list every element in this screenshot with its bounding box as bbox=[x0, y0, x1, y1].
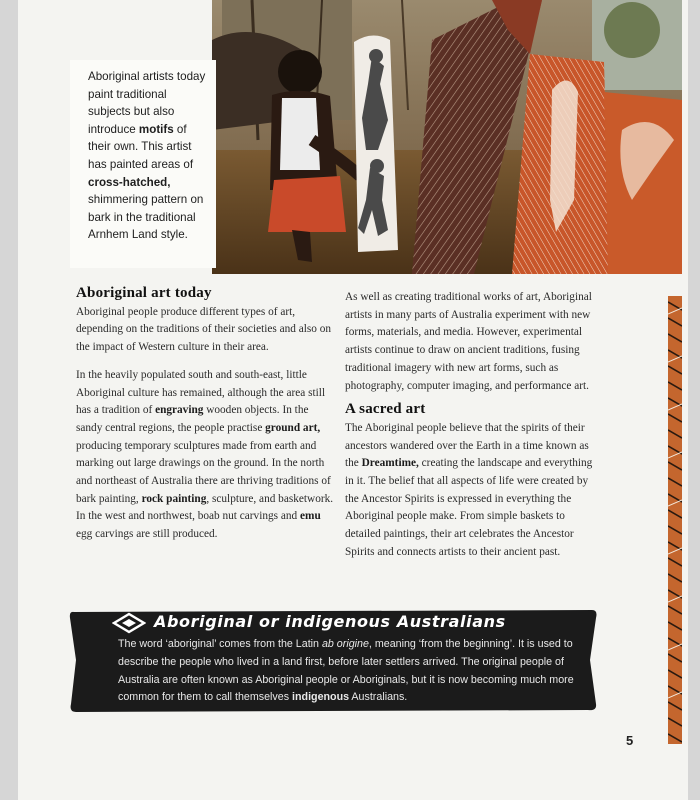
regions-text-c: wooden objects. In the sandy central regions, the people practise bbox=[76, 404, 309, 434]
banner-title: Aboriginal or indigenous Australians bbox=[154, 612, 506, 631]
paragraph-dreamtime bbox=[345, 420, 601, 562]
diamond-emblem-icon bbox=[112, 612, 146, 634]
caption-text-2: of their own. This artist has painted areas of bbox=[88, 122, 194, 171]
heading-a-sacred-art: A sacred art bbox=[345, 401, 426, 418]
term-ground-art: ground art, bbox=[265, 421, 321, 434]
regions-text-f: egg carvings are still produced. bbox=[76, 528, 218, 541]
banner-text bbox=[118, 636, 578, 707]
term-dreamtime: Dreamtime, bbox=[361, 457, 419, 470]
term-rock-painting: rock painting bbox=[141, 492, 207, 505]
caption-text-1: Aboriginal artists today paint traditional subjects but also introduce bbox=[88, 70, 206, 136]
term-engraving: engraving bbox=[155, 404, 204, 417]
paragraph-new-forms: As well as creating traditional works of art, Aboriginal artists in many parts of Australia experiment with new forms, materials, and media. However, experimental artists continue to draw on ancient traditions, fusing traditional imagery with new art forms, such as photography, computer imaging, and performance art. bbox=[345, 291, 592, 392]
dreamtime-text-a: The Aboriginal people believe that the spirits of their ancestors wandered over the Earth in a time known as the bbox=[345, 421, 589, 470]
regions-text-a: In the heavily populated south and south-east, little Aboriginal culture has remained, although the area still has a tradition of bbox=[76, 368, 326, 417]
term-indigenous: indigenous bbox=[292, 691, 350, 704]
term-emu: emu bbox=[300, 510, 321, 523]
heading-aboriginal-art-today: Aboriginal art today bbox=[76, 285, 212, 301]
page-number: 5 bbox=[626, 733, 634, 748]
artist-photo-illustration bbox=[212, 0, 682, 274]
right-column bbox=[345, 289, 601, 562]
decorative-border-strip bbox=[668, 296, 682, 744]
photo-caption bbox=[88, 68, 208, 244]
caption-text-3: shimmering pattern on bark in the traditional Arnhem Land style. bbox=[88, 193, 204, 242]
caption-bold-motifs: motifs bbox=[138, 122, 174, 136]
banner-text-c: Australians. bbox=[349, 691, 408, 704]
caption-bold-cross-hatched: cross-hatched, bbox=[88, 175, 171, 189]
zigzag-pattern bbox=[668, 296, 682, 744]
banner-text-b: , meaning ‘from the beginning’. It is used to describe the people who lived in a land first, before later settlers arrived. The original people of Australia are often known as Aboriginal people or Aboriginals, but it is now becoming much more common for them to call themselves bbox=[118, 638, 574, 704]
regions-text-e: , sculpture, and basketwork. In the west and northwest, boab nut carvings and bbox=[76, 492, 334, 523]
banner-text-a: The word ‘aboriginal’ comes from the Latin bbox=[118, 638, 322, 650]
artist-photograph bbox=[212, 0, 682, 274]
paragraph-regions bbox=[76, 367, 334, 544]
regions-text-d: producing temporary sculptures made from earth and marking out large drawings on the ground. In the north and northeast of Australia there are thriving traditions of bark painting, bbox=[76, 439, 331, 505]
left-column bbox=[76, 285, 334, 544]
dreamtime-text-c: creating the landscape and everything in it. The belief that all aspects of life were created by the Ancestor Spirits is expressed in everything the Aboriginal people make. From simple baskets to detailed paintings, their art celebrates the Ancestor Spirits and connects artists to their ancient past. bbox=[345, 457, 593, 558]
paragraph-art-types: Aboriginal people produce different types of art, depending on the traditions of their societies and also on the impact of Western culture in their area. bbox=[76, 305, 332, 354]
term-ab-origine: ab origine bbox=[321, 638, 369, 650]
